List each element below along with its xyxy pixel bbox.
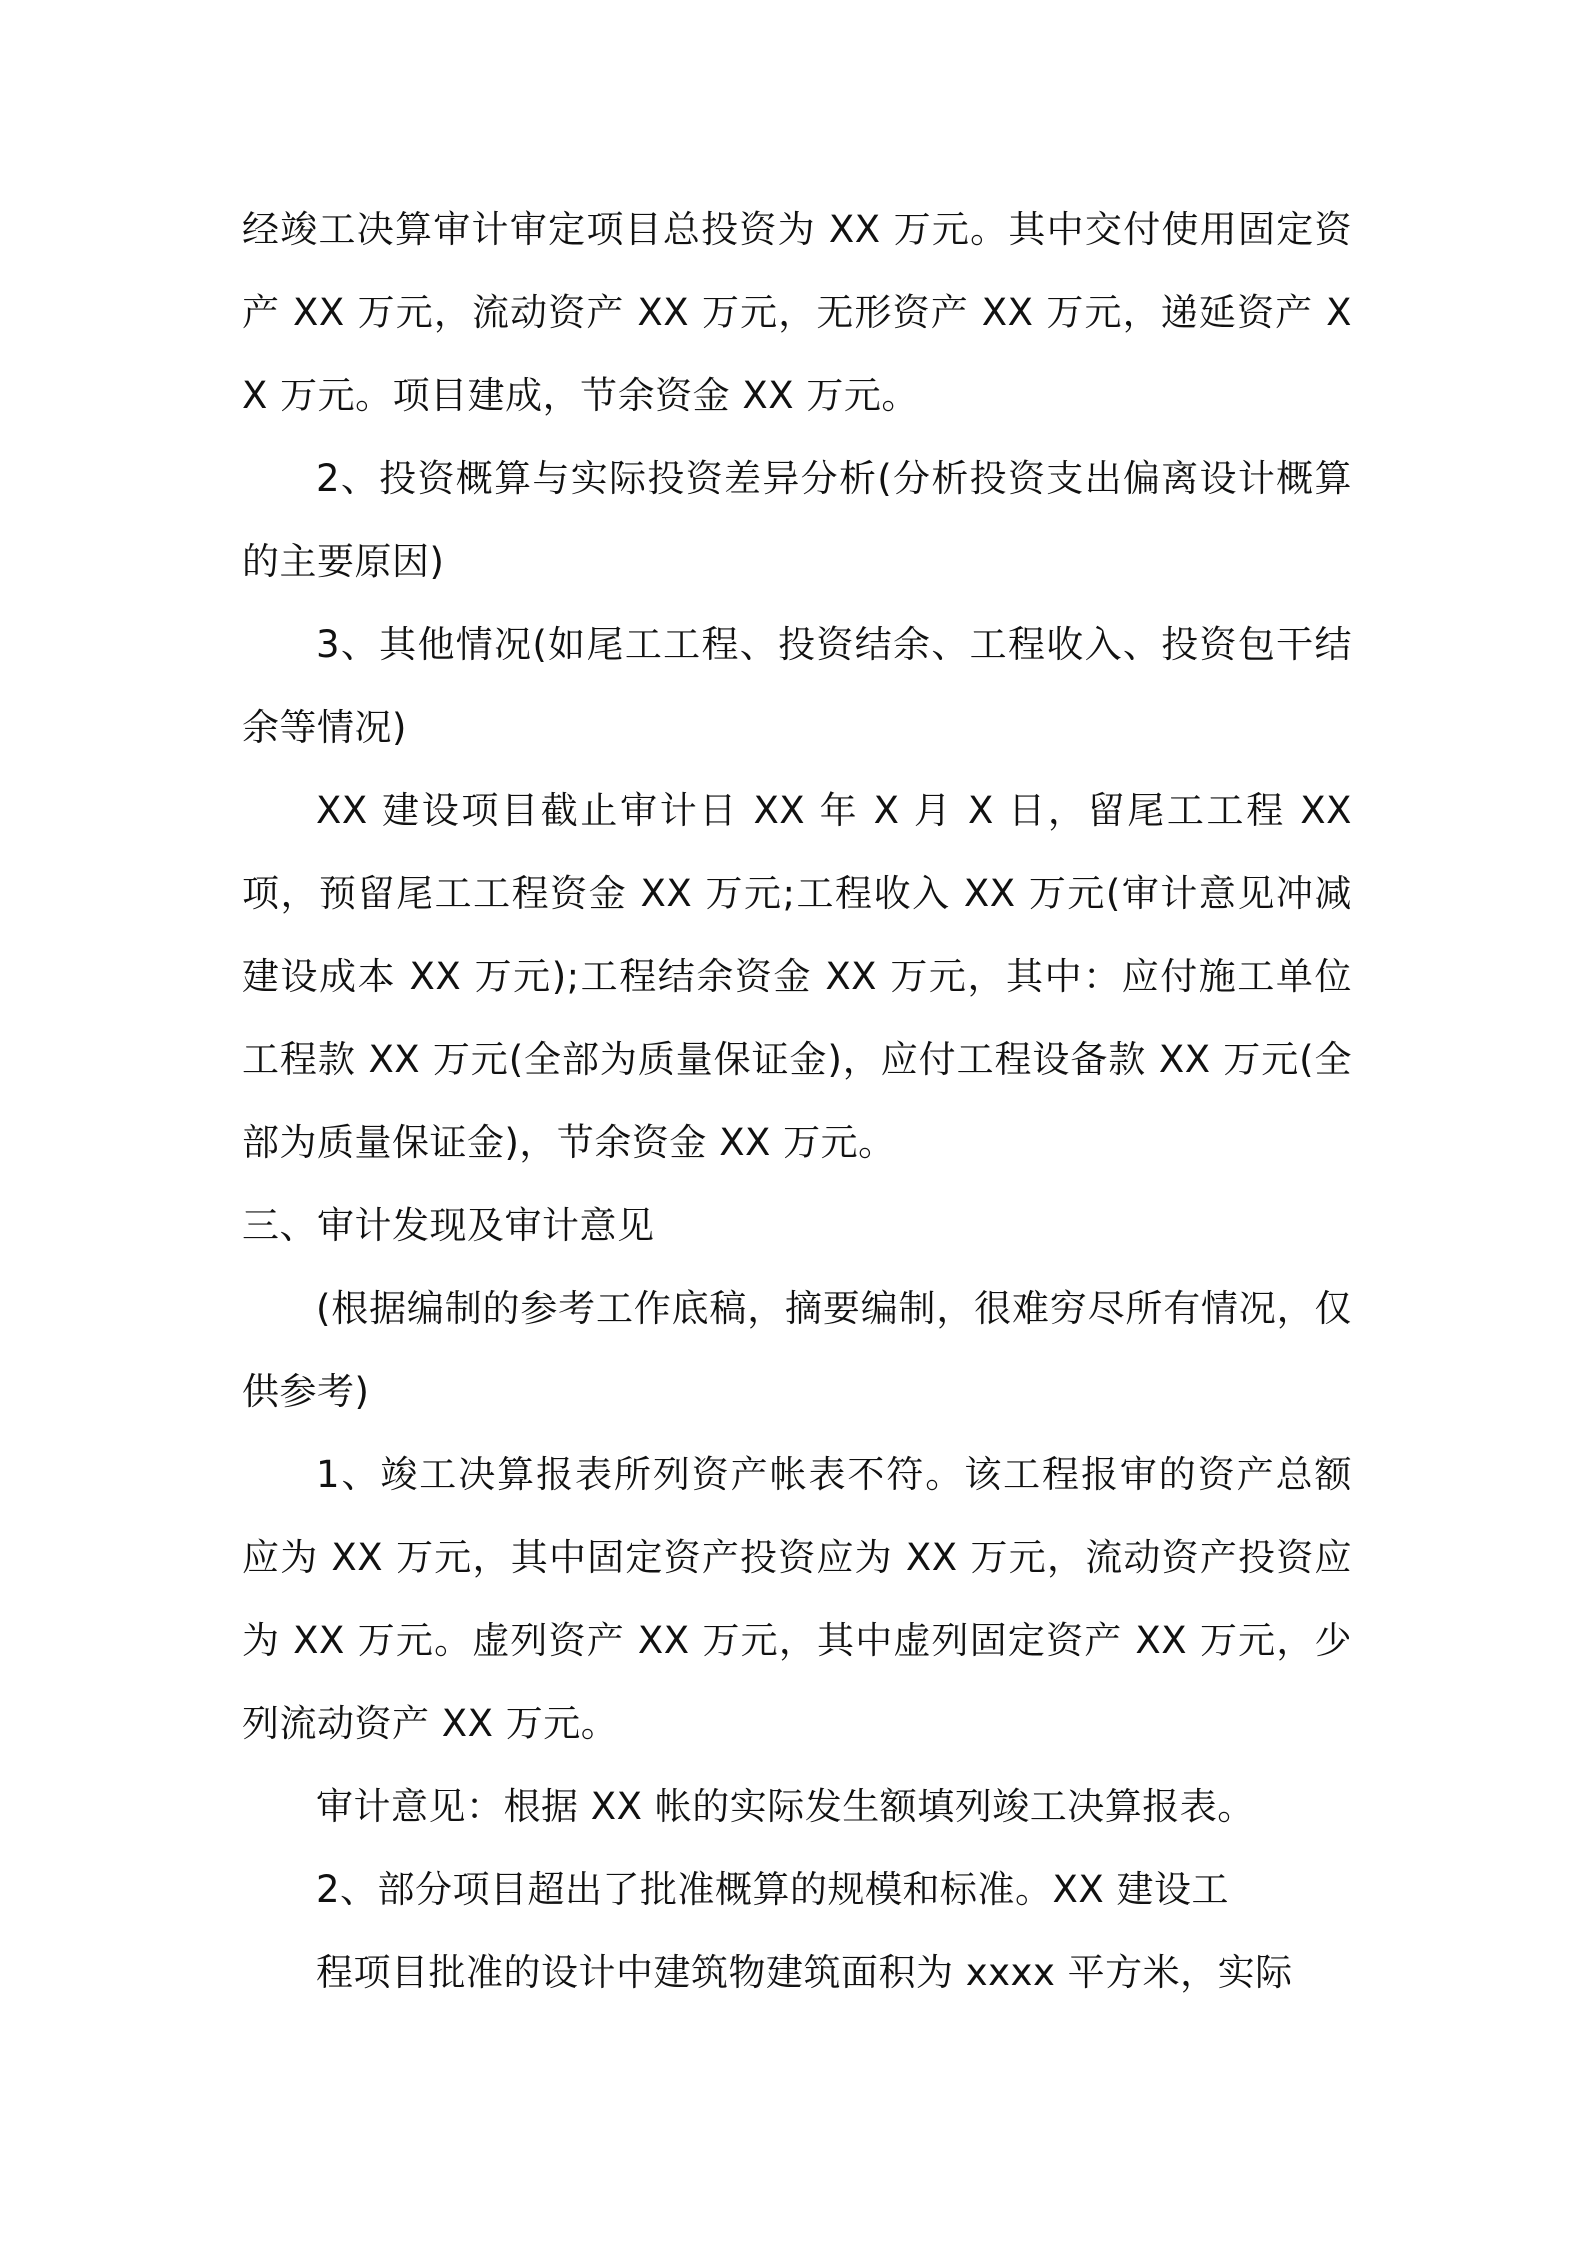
- paragraph-finding-1: 1、竣工决算报表所列资产帐表不符。该工程报审的资产总额应为 XX 万元，其中固定资产投资应为 XX 万元，流动资产投资应为 XX 万元。虚列资产 XX 万元，其中虚列固定资产 XX 万元，少列流动资产 XX 万元。: [242, 1453, 1352, 1745]
- document-body: [242, 188, 1352, 2014]
- paragraph-variance-analysis: 2、投资概算与实际投资差异分析(分析投资支出偏离设计概算的主要原因): [242, 457, 1352, 583]
- paragraph-tail-works: XX 建设项目截止审计日 XX 年 X 月 X 日，留尾工工程 XX 项，预留尾工工程资金 XX 万元;工程收入 XX 万元(审计意见冲减建设成本 XX 万元);工程结余资金 XX 万元，其中：应付施工单位工程款 XX 万元(全部为质量保证金)，应付工程设备款 XX 万元(全部为质量保证金)，节余资金 XX 万元。: [242, 789, 1352, 1164]
- paragraph-audit-opinion-1: 审计意见：根据 XX 帐的实际发生额填列竣工决算报表。: [316, 1785, 1255, 1828]
- paragraph-other-situations: 3、其他情况(如尾工工程、投资结余、工程收入、投资包干结余等情况): [242, 623, 1352, 749]
- paragraph-total-investment: 经竣工决算审计审定项目总投资为 XX 万元。其中交付使用固定资产 XX 万元，流动资产 XX 万元，无形资产 XX 万元，递延资产 XX 万元。项目建成，节余资金 XX 万元。: [242, 208, 1352, 417]
- paragraph-finding-2: 2、部分项目超出了批准概算的规模和标准。XX 建设工: [316, 1868, 1229, 1911]
- paragraph-reference-note: (根据编制的参考工作底稿，摘要编制，很难穷尽所有情况，仅供参考): [242, 1287, 1352, 1413]
- section-heading-audit-findings: 三、审计发现及审计意见: [242, 1204, 655, 1247]
- paragraph-finding-2-continued: 程项目批准的设计中建筑物建筑面积为 xxxx 平方米，实际: [316, 1951, 1293, 1994]
